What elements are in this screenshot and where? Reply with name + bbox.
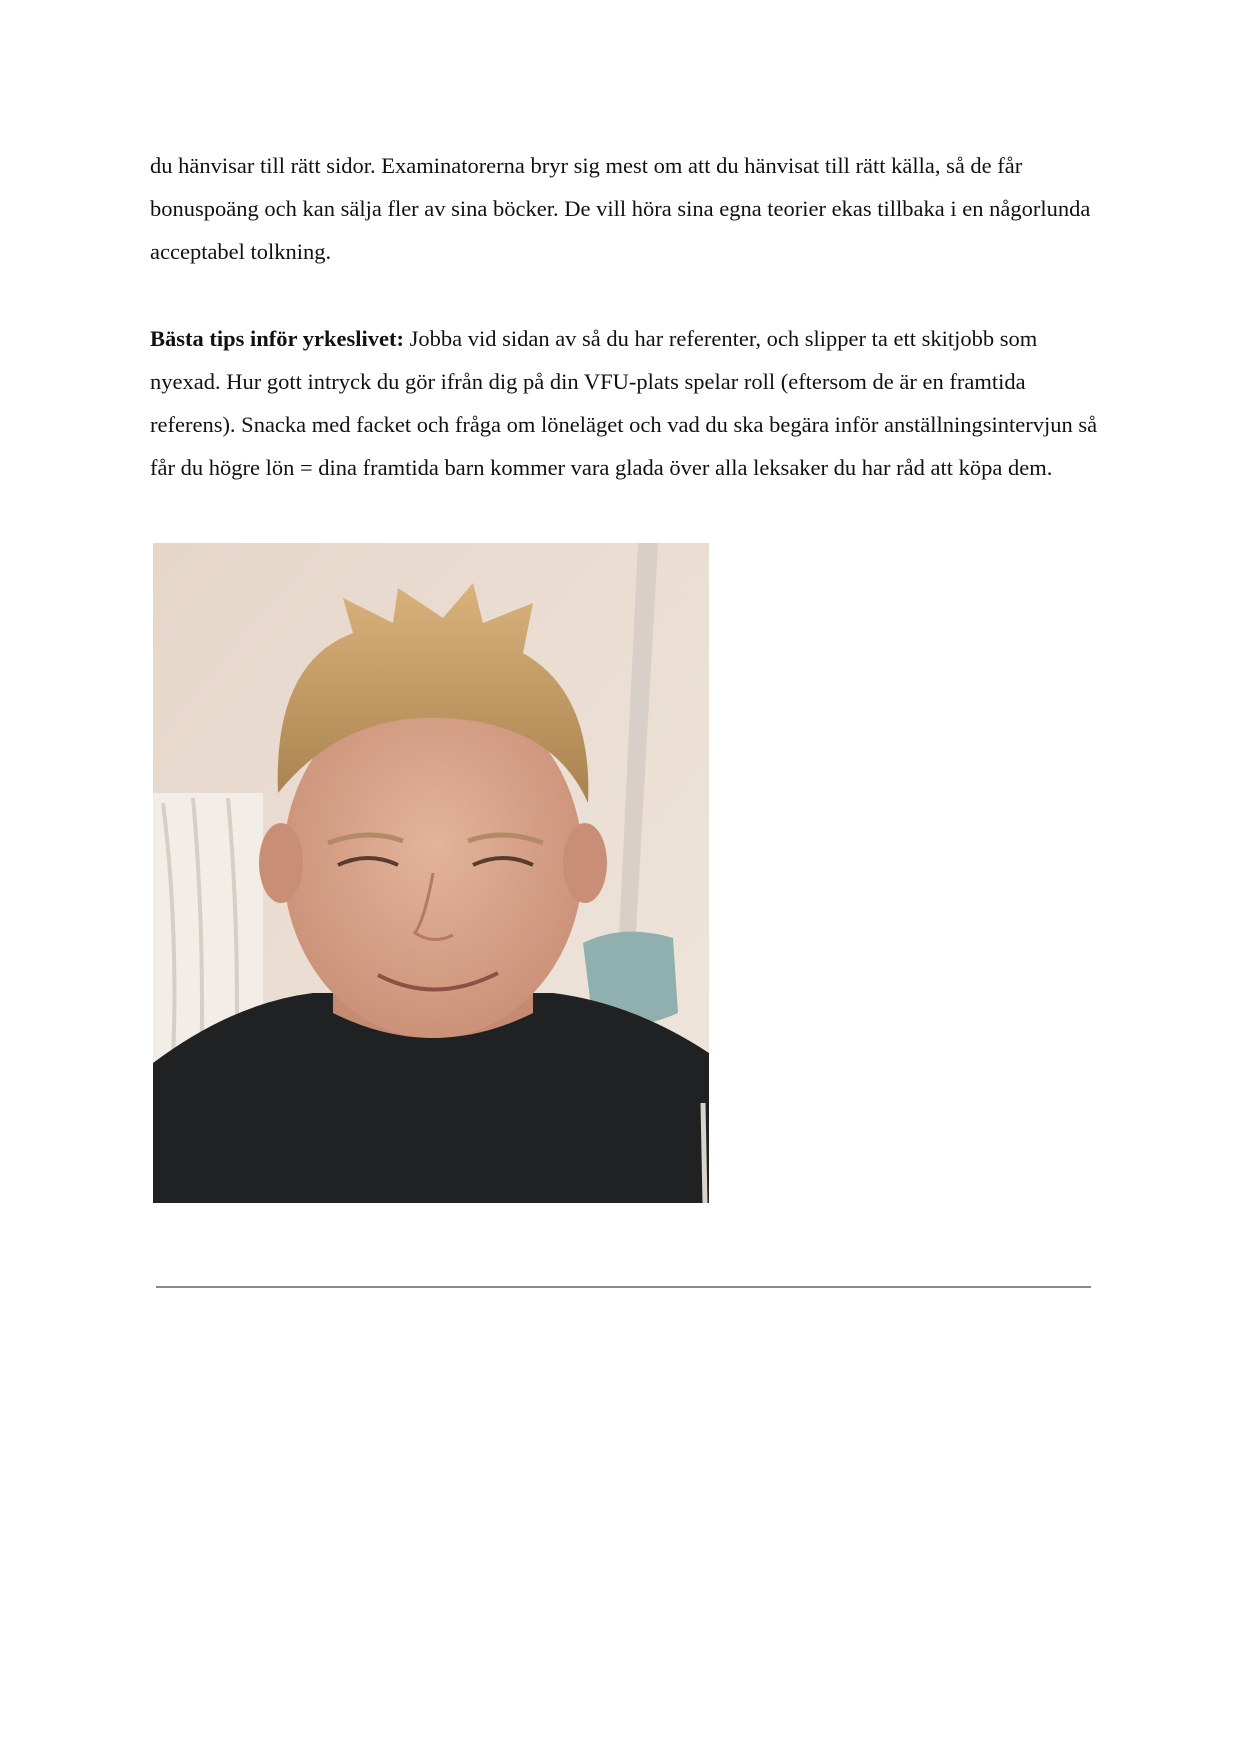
paragraph-references: du hänvisar till rätt sidor. Examinatorerna bryr sig mest om att du hänvisat till rätt källa, så de får bonuspoäng och kan sälja fler av sina böcker. De vill höra sina egna teorier ekas tillbaka i en någorlunda acceptabel tolkning. bbox=[150, 153, 1091, 264]
paragraph-career-tips bbox=[150, 317, 1100, 489]
horizontal-rule bbox=[156, 1286, 1091, 1288]
portrait-photo bbox=[153, 543, 709, 1203]
career-tips-text: Jobba vid sidan av så du har referenter, och slipper ta ett skitjobb som nyexad. Hur gott intryck du gör ifrån dig på din VFU-plats spelar roll (eftersom de är en framtida referens). Snacka med facket och fråga om löneläget och vad du ska begära inför anställningsintervjun så får du högre lön = dina framtida barn kommer vara glada över alla leksaker du har råd att köpa dem. bbox=[150, 326, 1098, 480]
career-tips-label: Bästa tips inför yrkeslivet: bbox=[150, 326, 404, 351]
right-ear-shape bbox=[563, 823, 607, 903]
left-ear-shape bbox=[259, 823, 303, 903]
